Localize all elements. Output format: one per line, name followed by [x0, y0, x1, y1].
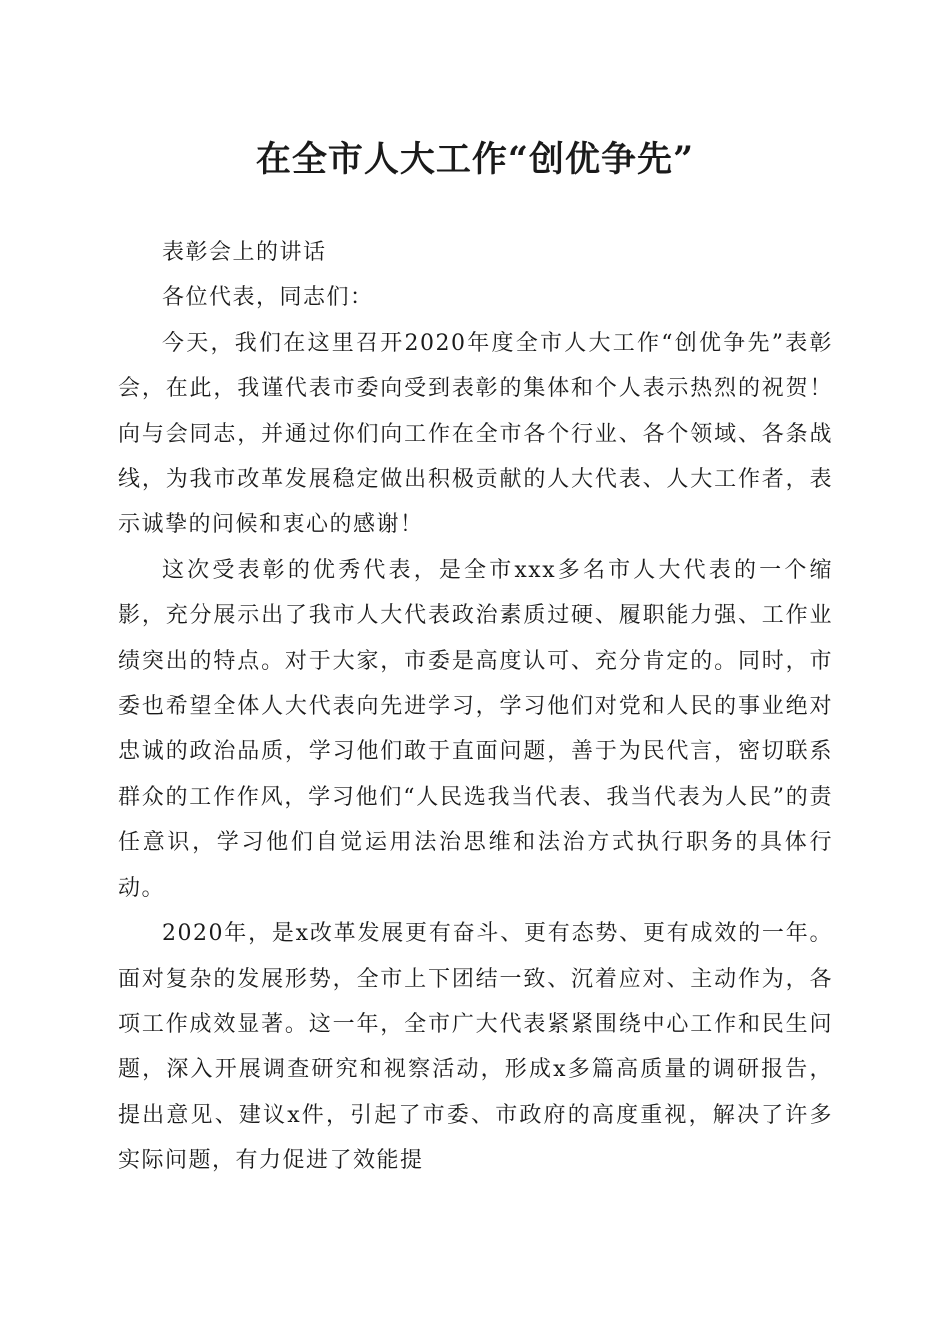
paragraph: 2020年，是x改革发展更有奋斗、更有态势、更有成效的一年。面对复杂的发展形势，全市上下团结一致、沉着应对、主动作为，各项工作成效显著。这一年，全市广大代表紧紧围绕中心工作和民生问题，深入开展调查研究和视察活动，形成x多篇高质量的调研报告，提出意见、建议x件，引起了市委、市政府的高度重视，解决了许多实际问题，有力促进了效能提 — [118, 921, 833, 1174]
document-subtitle: 表彰会上的讲话 — [162, 240, 327, 265]
document-title: 在全市人大工作“创优争先” — [255, 139, 695, 180]
salutation: 各位代表，同志们： — [162, 285, 374, 311]
paragraph: 这次受表彰的优秀代表，是全市xxx多名市人大代表的一个缩影，充分展示出了我市人大代表政治素质过硬、履职能力强、工作业绩突出的特点。对于大家，市委是高度认可、充分肯定的。同时，市委也希望全体人大代表向先进学习，学习他们对党和人民的事业绝对忠诚的政治品质，学习他们敢于直面问题，善于为民代言，密切联系群众的工作作风，学习他们“人民选我当代表、我当代表为人民”的责任意识，学习他们自觉运用法治思维和法治方式执行职务的具体行动。 — [118, 557, 833, 901]
document-body — [118, 230, 833, 1184]
paragraph: 今天，我们在这里召开2020年度全市人大工作“创优争先”表彰会，在此，我谨代表市委向受到表彰的集体和个人表示热烈的祝贺！向与会同志，并通过你们向工作在全市各个行业、各个领域、各条战线，为我市改革发展稳定做出积极贡献的人大代表、人大工作者，表示诚挚的问候和衷心的感谢！ — [118, 330, 833, 538]
